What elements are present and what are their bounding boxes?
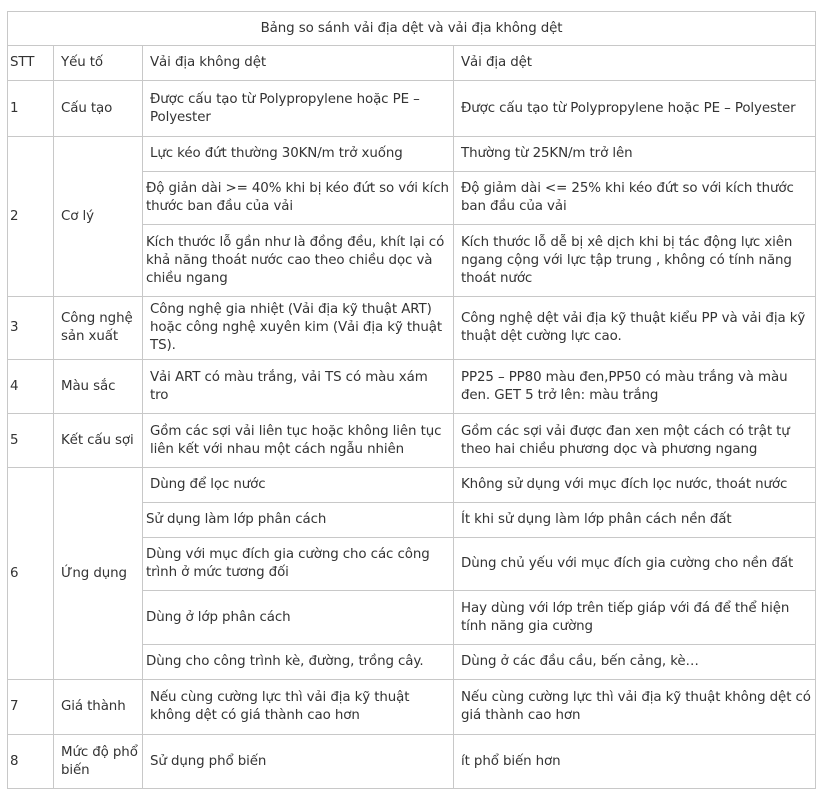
table-row bbox=[8, 81, 816, 137]
header-nonwoven: Vải địa không dệt bbox=[143, 46, 454, 81]
row-stt: 8 bbox=[8, 735, 54, 789]
cell-nonwoven: Lực kéo đứt thường 30KN/m trở xuống bbox=[143, 137, 454, 172]
cell-woven: Hay dùng với lớp trên tiếp giáp với đá để thể hiện tính năng gia cường bbox=[454, 591, 816, 645]
comparison-table bbox=[7, 11, 816, 789]
cell-woven: Dùng chủ yếu với mục đích gia cường cho nền đất bbox=[454, 538, 816, 591]
cell-woven: Độ giảm dài <= 25% khi kéo đứt so với kích thước ban đầu của vải bbox=[454, 172, 816, 225]
row-stt: 1 bbox=[8, 81, 54, 137]
cell-woven: Thường từ 25KN/m trở lên bbox=[454, 137, 816, 172]
table-row bbox=[8, 680, 816, 735]
cell-woven: Nếu cùng cường lực thì vải địa kỹ thuật không dệt có giá thành cao hơn bbox=[454, 680, 816, 735]
cell-nonwoven: Dùng với mục đích gia cường cho các công trình ở mức tương đối bbox=[143, 538, 454, 591]
row-stt: 7 bbox=[8, 680, 54, 735]
table-row bbox=[8, 414, 816, 468]
row-factor: Công nghệ sản xuất bbox=[54, 297, 143, 360]
table-row bbox=[8, 297, 816, 360]
cell-woven: Ít khi sử dụng làm lớp phân cách nền đất bbox=[454, 503, 816, 538]
table-row bbox=[8, 468, 816, 503]
table-row bbox=[8, 137, 816, 172]
cell-nonwoven: Dùng ở lớp phân cách bbox=[143, 591, 454, 645]
row-factor: Cấu tạo bbox=[54, 81, 143, 137]
cell-nonwoven: Sử dụng làm lớp phân cách bbox=[143, 503, 454, 538]
cell-nonwoven: Công nghệ gia nhiệt (Vải địa kỹ thuật ART) hoặc công nghệ xuyên kim (Vải địa kỹ thuật TS). bbox=[143, 297, 454, 360]
cell-woven: Gồm các sợi vải được đan xen một cách có trật tự theo hai chiều phương dọc và phương ngang bbox=[454, 414, 816, 468]
table-title: Bảng so sánh vải địa dệt và vải địa không dệt bbox=[8, 12, 816, 46]
cell-nonwoven: Kích thước lỗ gần như là đồng đều, khít lại có khả năng thoát nước cao theo chiều dọc và chiều ngang bbox=[143, 225, 454, 297]
cell-nonwoven: Được cấu tạo từ Polypropylene hoặc PE – Polyester bbox=[143, 81, 454, 137]
cell-woven: Dùng ở các đầu cầu, bến cảng, kè… bbox=[454, 645, 816, 680]
cell-nonwoven: Vải ART có màu trắng, vải TS có màu xám tro bbox=[143, 360, 454, 414]
cell-nonwoven: Nếu cùng cường lực thì vải địa kỹ thuật không dệt có giá thành cao hơn bbox=[143, 680, 454, 735]
title-row bbox=[8, 12, 816, 46]
row-factor: Kết cấu sợi bbox=[54, 414, 143, 468]
row-stt: 6 bbox=[8, 468, 54, 680]
cell-woven: Không sử dụng với mục đích lọc nước, thoát nước bbox=[454, 468, 816, 503]
row-factor: Cơ lý bbox=[54, 137, 143, 297]
header-stt: STT bbox=[8, 46, 54, 81]
row-stt: 5 bbox=[8, 414, 54, 468]
row-stt: 4 bbox=[8, 360, 54, 414]
table-row bbox=[8, 360, 816, 414]
row-factor: Ứng dụng bbox=[54, 468, 143, 680]
cell-nonwoven: Dùng cho công trình kè, đường, trồng cây. bbox=[143, 645, 454, 680]
cell-nonwoven: Gồm các sợi vải liên tục hoặc không liên tục liên kết với nhau một cách ngẫu nhiên bbox=[143, 414, 454, 468]
header-woven: Vải địa dệt bbox=[454, 46, 816, 81]
header-row bbox=[8, 46, 816, 81]
table-row bbox=[8, 735, 816, 789]
cell-woven: ít phổ biến hơn bbox=[454, 735, 816, 789]
cell-nonwoven: Dùng để lọc nước bbox=[143, 468, 454, 503]
cell-nonwoven: Sử dụng phổ biến bbox=[143, 735, 454, 789]
cell-woven: Kích thước lỗ dễ bị xê dịch khi bị tác động lực xiên ngang cộng với lực tập trung , không có tính năng thoát nước bbox=[454, 225, 816, 297]
row-factor: Giá thành bbox=[54, 680, 143, 735]
cell-woven: PP25 – PP80 màu đen,PP50 có màu trắng và màu đen. GET 5 trở lên: màu trắng bbox=[454, 360, 816, 414]
row-factor: Màu sắc bbox=[54, 360, 143, 414]
cell-woven: Được cấu tạo từ Polypropylene hoặc PE – Polyester bbox=[454, 81, 816, 137]
cell-woven: Công nghệ dệt vải địa kỹ thuật kiểu PP và vải địa kỹ thuật dệt cường lực cao. bbox=[454, 297, 816, 360]
header-factor: Yếu tố bbox=[54, 46, 143, 81]
row-stt: 3 bbox=[8, 297, 54, 360]
cell-nonwoven: Độ giản dài >= 40% khi bị kéo đứt so với kích thước ban đầu của vải bbox=[143, 172, 454, 225]
row-stt: 2 bbox=[8, 137, 54, 297]
row-factor: Mức độ phổ biến bbox=[54, 735, 143, 789]
